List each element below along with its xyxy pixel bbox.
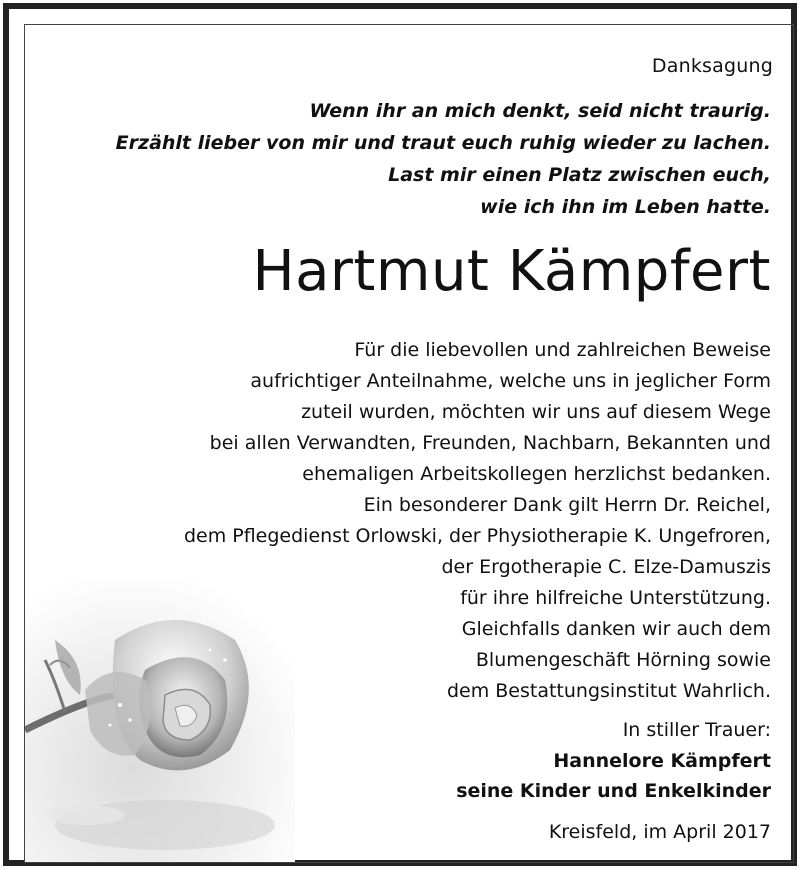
poem-line: Erzählt lieber von mir und traut euch ruhig wieder zu lachen. [115, 132, 771, 154]
notice-border [3, 3, 797, 866]
mourners-signature [456, 746, 771, 806]
thanks-line: ehemaligen Arbeitskollegen herzlichst bedanken. [302, 463, 771, 485]
thanks-line: Für die liebevollen und zahlreichen Beweise [354, 339, 771, 361]
memorial-poem [71, 95, 771, 223]
thanks-line: Blumengeschäft Hörning sowie [475, 649, 771, 671]
mourner-line: seine Kinder und Enkelkinder [456, 780, 771, 802]
thanks-line: bei allen Verwandten, Freunden, Nachbarn, Bekannten und [209, 432, 771, 454]
thanks-line: zuteil wurden, möchten wir uns auf diesem Wege [301, 401, 771, 423]
poem-line: Last mir einen Platz zwischen euch, [388, 164, 771, 186]
place-date: Kreisfeld, im April 2017 [548, 821, 771, 843]
thanks-line: Gleichfalls danken wir auch dem [461, 618, 771, 640]
thanks-line: dem Bestattungsinstitut Wahrlich. [446, 680, 771, 702]
notice-panel [24, 24, 794, 863]
thanks-text [31, 335, 771, 707]
thanks-line: aufrichtiger Anteilnahme, welche uns in jeglicher Form [250, 370, 771, 392]
mourner-line: Hannelore Kämpfert [553, 750, 771, 772]
thanks-line: dem Pflegedienst Orlowski, der Physiotherapie K. Ungefroren, [183, 525, 771, 547]
poem-line: wie ich ihn im Leben hatte. [480, 196, 771, 218]
notice-heading: Danksagung [651, 55, 773, 77]
thanks-line: der Ergotherapie C. Elze-Damuszis [441, 556, 771, 578]
deceased-name: Hartmut Kämpfert [252, 239, 771, 304]
thanks-line: Ein besonderer Dank gilt Herrn Dr. Reichel, [363, 494, 771, 516]
mourning-intro: In stiller Trauer: [622, 719, 771, 741]
poem-line: Wenn ihr an mich denkt, seid nicht traurig. [309, 100, 771, 122]
thanks-line: für ihre hilfreiche Unterstützung. [460, 587, 771, 609]
